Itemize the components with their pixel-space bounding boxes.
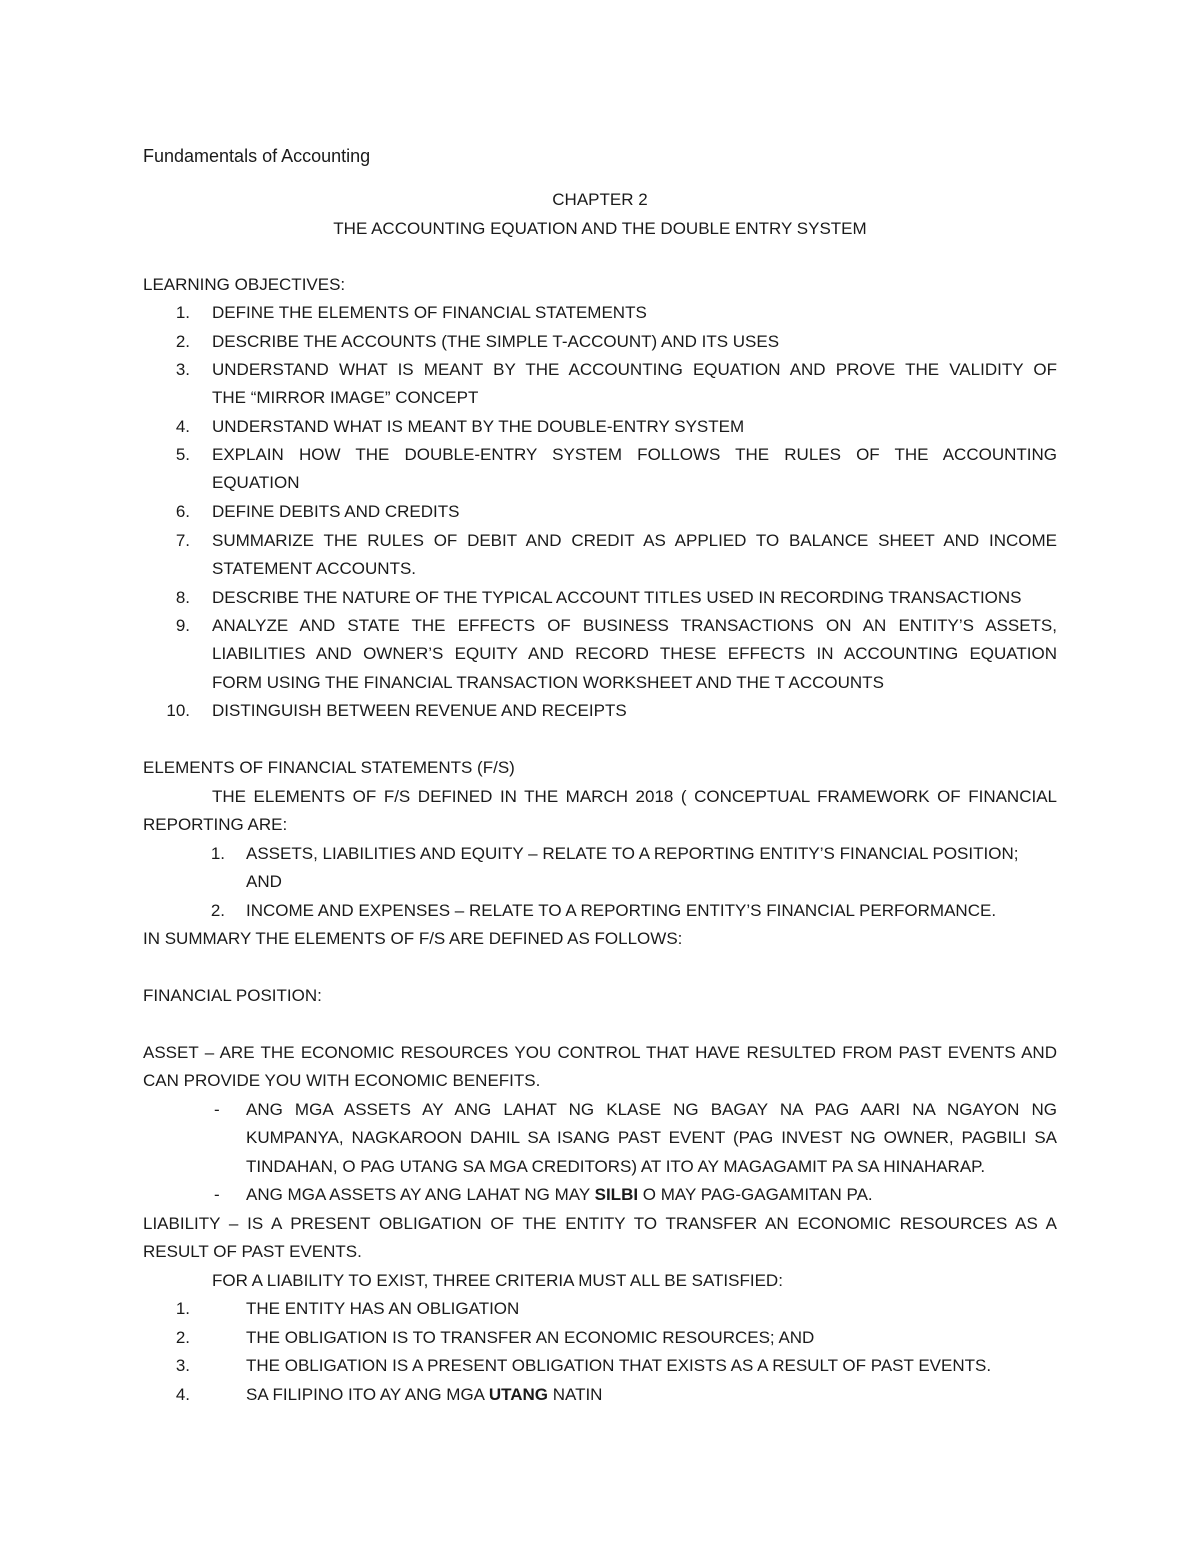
asset-definition: CAN PROVIDE YOU WITH ECONOMIC BENEFITS. [143,1071,541,1090]
asset-bullet-text: ANG MGA ASSETS AY ANG LAHAT NG KLASE NG BAGAY NA PAG AARI NA NGAYON NG [246,1100,1057,1119]
criteria-text [246,1384,602,1406]
objectives-heading: LEARNING OBJECTIVES: [143,275,346,294]
chapter-title: THE ACCOUNTING EQUATION AND THE DOUBLE ENTRY SYSTEM [333,219,867,238]
asset-bullet-emphasis: SILBI [594,1185,639,1204]
asset-definition: ASSET – ARE THE ECONOMIC RESOURCES YOU CONTROL THAT HAVE RESULTED FROM PAST EVENTS AND [143,1043,1057,1062]
objective-number: 4. [175,417,190,436]
objective-number: 9. [175,616,190,635]
element-number: 1. [210,844,225,863]
criteria-number: 1. [175,1299,190,1318]
bullet-marker: - [214,1100,220,1119]
asset-bullet-text-part: ANG MGA ASSETS AY ANG LAHAT NG MAY [246,1185,595,1204]
asset-bullet-text: TINDAHAN, O PAG UTANG SA MGA CREDITORS) AT ITO AY MAGAGAMIT PA SA HINAHARAP. [246,1157,986,1176]
elements-intro: THE ELEMENTS OF F/S DEFINED IN THE MARCH 2018 ( CONCEPTUAL FRAMEWORK OF FINANCIAL [212,787,1057,806]
element-text: ASSETS, LIABILITIES AND EQUITY – RELATE TO A REPORTING ENTITY’S FINANCIAL POSITION; [246,844,1019,863]
asset-bullet-text-part: O MAY PAG-GAGAMITAN PA. [638,1185,873,1204]
course-title: Fundamentals of Accounting [143,146,371,166]
element-text: INCOME AND EXPENSES – RELATE TO A REPORTING ENTITY’S FINANCIAL PERFORMANCE. [246,901,997,920]
objective-number: 7. [175,531,190,550]
elements-intro: REPORTING ARE: [143,815,288,834]
objective-number: 3. [175,360,190,379]
objective-text: DESCRIBE THE ACCOUNTS (THE SIMPLE T-ACCOUNT) AND ITS USES [212,332,780,351]
chapter-number: CHAPTER 2 [552,190,648,209]
criteria-number: 4. [175,1385,190,1404]
element-text: AND [246,872,282,891]
criteria-emphasis: UTANG [488,1385,548,1404]
liability-definition: RESULT OF PAST EVENTS. [143,1242,362,1261]
objective-number: 1. [175,303,190,322]
objective-text: DESCRIBE THE NATURE OF THE TYPICAL ACCOUNT TITLES USED IN RECORDING TRANSACTIONS [212,588,1022,607]
objective-number: 2. [175,332,190,351]
objective-text: EQUATION [212,473,300,492]
elements-heading: ELEMENTS OF FINANCIAL STATEMENTS (F/S) [143,758,515,777]
objective-number: 5. [175,445,190,464]
objective-number: 10. [166,701,190,720]
objective-number: 8. [175,588,190,607]
asset-bullet-text: KUMPANYA, NAGKAROON DAHIL SA ISANG PAST EVENT (PAG INVEST NG OWNER, PAGBILI SA [246,1128,1057,1147]
objective-text: SUMMARIZE THE RULES OF DEBIT AND CREDIT AS APPLIED TO BALANCE SHEET AND INCOME [212,531,1057,550]
objective-text: DEFINE DEBITS AND CREDITS [212,502,460,521]
criteria-text: THE OBLIGATION IS TO TRANSFER AN ECONOMIC RESOURCES; AND [246,1328,815,1347]
element-number: 2. [210,901,225,920]
objective-text: UNDERSTAND WHAT IS MEANT BY THE ACCOUNTING EQUATION AND PROVE THE VALIDITY OF [212,360,1057,379]
objective-text: FORM USING THE FINANCIAL TRANSACTION WORKSHEET AND THE T ACCOUNTS [212,673,884,692]
criteria-number: 3. [175,1356,190,1375]
criteria-text-part: SA FILIPINO ITO AY ANG MGA [246,1385,489,1404]
objective-text: LIABILITIES AND OWNER’S EQUITY AND RECORD THESE EFFECTS IN ACCOUNTING EQUATION [212,644,1057,663]
objective-text: DEFINE THE ELEMENTS OF FINANCIAL STATEMENTS [212,303,647,322]
objective-text: UNDERSTAND WHAT IS MEANT BY THE DOUBLE-ENTRY SYSTEM [212,417,745,436]
liability-criteria-intro: FOR A LIABILITY TO EXIST, THREE CRITERIA MUST ALL BE SATISFIED: [212,1271,783,1290]
objective-text: ANALYZE AND STATE THE EFFECTS OF BUSINESS TRANSACTIONS ON AN ENTITY’S ASSETS, [212,616,1057,635]
objective-text: STATEMENT ACCOUNTS. [212,559,417,578]
criteria-number: 2. [175,1328,190,1347]
criteria-text-part: NATIN [548,1385,603,1404]
objective-text: DISTINGUISH BETWEEN REVENUE AND RECEIPTS [212,701,627,720]
objective-text: THE “MIRROR IMAGE” CONCEPT [212,388,479,407]
objective-number: 6. [175,502,190,521]
asset-bullet-text [246,1184,873,1206]
criteria-text: THE OBLIGATION IS A PRESENT OBLIGATION THAT EXISTS AS A RESULT OF PAST EVENTS. [246,1356,992,1375]
financial-position-heading: FINANCIAL POSITION: [143,986,322,1005]
summary-line: IN SUMMARY THE ELEMENTS OF F/S ARE DEFINED AS FOLLOWS: [143,929,683,948]
bullet-marker: - [214,1185,220,1204]
liability-definition: LIABILITY – IS A PRESENT OBLIGATION OF THE ENTITY TO TRANSFER AN ECONOMIC RESOURCES AS A [143,1214,1057,1233]
criteria-text: THE ENTITY HAS AN OBLIGATION [246,1299,520,1318]
objective-text: EXPLAIN HOW THE DOUBLE-ENTRY SYSTEM FOLLOWS THE RULES OF THE ACCOUNTING [212,445,1057,464]
